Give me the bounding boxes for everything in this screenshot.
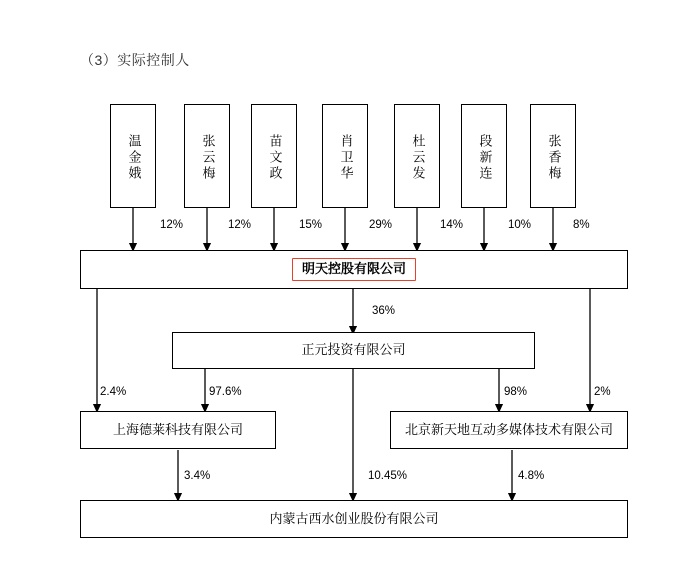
edge-label-person-4: 29% [369, 219, 393, 231]
edge-label-xintiandi-to-listco: 4.8% [518, 470, 545, 482]
person-box: 温金娥 [110, 104, 156, 208]
company-box-invest: 正元投资有限公司 [172, 332, 535, 369]
edge-label-person-3: 15% [299, 219, 323, 231]
person-box: 段新连 [461, 104, 507, 208]
edge-label-person-1: 12% [160, 219, 184, 231]
person-box: 肖卫华 [322, 104, 368, 208]
person-box: 张香梅 [530, 104, 576, 208]
person-box: 杜云发 [394, 104, 440, 208]
edge-label-delai-to-listco: 3.4% [184, 470, 211, 482]
company-box-holding [80, 250, 628, 289]
company-box-delai: 上海德莱科技有限公司 [80, 411, 276, 449]
edge-label-person-7: 8% [573, 219, 590, 231]
edge-label-holding-to-delai: 2.4% [100, 386, 127, 398]
edge-label-invest-to-xintiandi: 98% [504, 386, 528, 398]
edge-label-holding-to-invest: 36% [372, 305, 396, 317]
person-box: 张云梅 [184, 104, 230, 208]
holding-company-label: 明天控股有限公司 [292, 258, 416, 282]
company-box-xintiandi: 北京新天地互动多媒体技术有限公司 [390, 411, 628, 449]
section-caption: （3）实际控制人 [80, 52, 190, 68]
edge-label-person-6: 10% [508, 219, 532, 231]
edge-label-invest-to-delai: 97.6% [209, 386, 242, 398]
edge-label-person-2: 12% [228, 219, 252, 231]
edge-label-invest-to-listco: 10.45% [368, 470, 408, 482]
company-box-listco: 内蒙古西水创业股份有限公司 [80, 500, 628, 538]
edge-label-person-5: 14% [440, 219, 464, 231]
person-box: 苗文政 [251, 104, 297, 208]
edge-label-holding-to-xintiandi: 2% [594, 386, 611, 398]
